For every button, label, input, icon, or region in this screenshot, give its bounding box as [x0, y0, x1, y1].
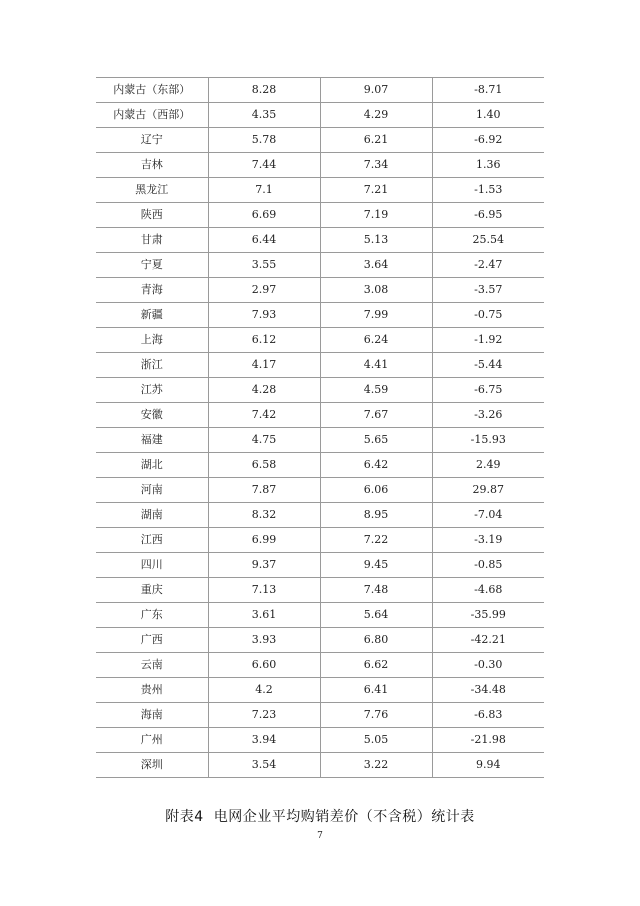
value-cell-1: 6.58 [208, 453, 320, 478]
value-cell-3: -34.48 [432, 678, 544, 703]
value-cell-2: 3.08 [320, 278, 432, 303]
value-cell-1: 4.35 [208, 103, 320, 128]
table-row [96, 403, 544, 428]
value-cell-3: -6.83 [432, 703, 544, 728]
table-row [96, 128, 544, 153]
value-cell-3: -5.44 [432, 353, 544, 378]
region-cell: 辽宁 [96, 128, 208, 153]
table-row [96, 303, 544, 328]
value-cell-2: 5.64 [320, 603, 432, 628]
value-cell-2: 7.34 [320, 153, 432, 178]
table-row [96, 178, 544, 203]
table-row [96, 503, 544, 528]
value-cell-1: 7.42 [208, 403, 320, 428]
region-cell: 湖北 [96, 453, 208, 478]
value-cell-2: 6.80 [320, 628, 432, 653]
region-cell: 福建 [96, 428, 208, 453]
value-cell-3: -35.99 [432, 603, 544, 628]
table-row [96, 153, 544, 178]
value-cell-1: 7.1 [208, 178, 320, 203]
value-cell-3: -15.93 [432, 428, 544, 453]
page-number: 7 [317, 831, 323, 841]
region-cell: 吉林 [96, 153, 208, 178]
value-cell-2: 6.41 [320, 678, 432, 703]
value-cell-1: 3.55 [208, 253, 320, 278]
region-cell: 海南 [96, 703, 208, 728]
table-row [96, 578, 544, 603]
value-cell-2: 5.05 [320, 728, 432, 753]
value-cell-2: 3.64 [320, 253, 432, 278]
value-cell-1: 2.97 [208, 278, 320, 303]
table-row [96, 603, 544, 628]
table-row [96, 328, 544, 353]
region-cell: 安徽 [96, 403, 208, 428]
value-cell-2: 9.07 [320, 78, 432, 103]
value-cell-1: 6.99 [208, 528, 320, 553]
value-cell-3: -0.30 [432, 653, 544, 678]
value-cell-3: -6.75 [432, 378, 544, 403]
table-row [96, 728, 544, 753]
table-row [96, 453, 544, 478]
value-cell-3: 29.87 [432, 478, 544, 503]
region-cell: 广东 [96, 603, 208, 628]
region-cell: 陕西 [96, 203, 208, 228]
table-row [96, 228, 544, 253]
value-cell-2: 7.76 [320, 703, 432, 728]
value-cell-2: 7.99 [320, 303, 432, 328]
value-cell-1: 8.28 [208, 78, 320, 103]
region-cell: 内蒙古（东部） [96, 78, 208, 103]
table-row [96, 353, 544, 378]
data-table [96, 77, 544, 778]
region-cell: 甘肃 [96, 228, 208, 253]
value-cell-1: 7.87 [208, 478, 320, 503]
region-cell: 上海 [96, 328, 208, 353]
value-cell-1: 3.93 [208, 628, 320, 653]
region-cell: 黑龙江 [96, 178, 208, 203]
value-cell-1: 6.44 [208, 228, 320, 253]
value-cell-2: 7.22 [320, 528, 432, 553]
table-row [96, 278, 544, 303]
value-cell-1: 3.94 [208, 728, 320, 753]
value-cell-3: 25.54 [432, 228, 544, 253]
region-cell: 广州 [96, 728, 208, 753]
caption-label: 附表4 [165, 809, 204, 825]
value-cell-2: 8.95 [320, 503, 432, 528]
table-row [96, 678, 544, 703]
value-cell-3: 1.40 [432, 103, 544, 128]
region-cell: 青海 [96, 278, 208, 303]
value-cell-3: -21.98 [432, 728, 544, 753]
value-cell-1: 7.93 [208, 303, 320, 328]
value-cell-1: 9.37 [208, 553, 320, 578]
table-row [96, 378, 544, 403]
value-cell-2: 3.22 [320, 753, 432, 778]
caption-title: 电网企业平均购销差价（不含税）统计表 [213, 809, 475, 825]
value-cell-3: -8.71 [432, 78, 544, 103]
region-cell: 河南 [96, 478, 208, 503]
region-cell: 宁夏 [96, 253, 208, 278]
table-row [96, 478, 544, 503]
value-cell-3: -1.53 [432, 178, 544, 203]
value-cell-2: 7.48 [320, 578, 432, 603]
region-cell: 内蒙古（西部） [96, 103, 208, 128]
value-cell-3: -3.26 [432, 403, 544, 428]
region-cell: 浙江 [96, 353, 208, 378]
table-row [96, 753, 544, 778]
value-cell-3: -2.47 [432, 253, 544, 278]
value-cell-3: -0.75 [432, 303, 544, 328]
region-cell: 贵州 [96, 678, 208, 703]
value-cell-1: 4.28 [208, 378, 320, 403]
region-cell: 江西 [96, 528, 208, 553]
value-cell-2: 6.24 [320, 328, 432, 353]
region-cell: 深圳 [96, 753, 208, 778]
value-cell-1: 6.69 [208, 203, 320, 228]
value-cell-1: 7.23 [208, 703, 320, 728]
value-cell-2: 7.19 [320, 203, 432, 228]
region-cell: 重庆 [96, 578, 208, 603]
value-cell-3: -6.92 [432, 128, 544, 153]
value-cell-3: -1.92 [432, 328, 544, 353]
value-cell-2: 6.21 [320, 128, 432, 153]
table-row [96, 78, 544, 103]
value-cell-3: -6.95 [432, 203, 544, 228]
value-cell-1: 4.2 [208, 678, 320, 703]
value-cell-1: 5.78 [208, 128, 320, 153]
value-cell-3: -0.85 [432, 553, 544, 578]
value-cell-3: -3.19 [432, 528, 544, 553]
value-cell-3: -42.21 [432, 628, 544, 653]
region-cell: 湖南 [96, 503, 208, 528]
region-cell: 四川 [96, 553, 208, 578]
value-cell-3: 2.49 [432, 453, 544, 478]
value-cell-1: 6.12 [208, 328, 320, 353]
value-cell-1: 6.60 [208, 653, 320, 678]
value-cell-1: 4.17 [208, 353, 320, 378]
value-cell-2: 5.65 [320, 428, 432, 453]
table-row [96, 253, 544, 278]
value-cell-1: 4.75 [208, 428, 320, 453]
region-cell: 广西 [96, 628, 208, 653]
table-row [96, 528, 544, 553]
table-row [96, 203, 544, 228]
value-cell-3: -3.57 [432, 278, 544, 303]
value-cell-1: 8.32 [208, 503, 320, 528]
value-cell-2: 9.45 [320, 553, 432, 578]
table-row [96, 103, 544, 128]
table-row [96, 428, 544, 453]
value-cell-3: -7.04 [432, 503, 544, 528]
table-body [96, 78, 544, 778]
value-cell-1: 7.44 [208, 153, 320, 178]
value-cell-3: 9.94 [432, 753, 544, 778]
value-cell-3: -4.68 [432, 578, 544, 603]
value-cell-2: 6.62 [320, 653, 432, 678]
region-cell: 江苏 [96, 378, 208, 403]
table-row [96, 553, 544, 578]
value-cell-2: 7.67 [320, 403, 432, 428]
value-cell-2: 7.21 [320, 178, 432, 203]
value-cell-2: 6.06 [320, 478, 432, 503]
table-row [96, 703, 544, 728]
table-caption [0, 806, 640, 826]
value-cell-1: 7.13 [208, 578, 320, 603]
value-cell-1: 3.61 [208, 603, 320, 628]
region-cell: 新疆 [96, 303, 208, 328]
value-cell-2: 4.41 [320, 353, 432, 378]
table-row [96, 628, 544, 653]
region-cell: 云南 [96, 653, 208, 678]
value-cell-1: 3.54 [208, 753, 320, 778]
value-cell-2: 4.29 [320, 103, 432, 128]
table-row [96, 653, 544, 678]
value-cell-2: 5.13 [320, 228, 432, 253]
value-cell-2: 6.42 [320, 453, 432, 478]
value-cell-3: 1.36 [432, 153, 544, 178]
value-cell-2: 4.59 [320, 378, 432, 403]
